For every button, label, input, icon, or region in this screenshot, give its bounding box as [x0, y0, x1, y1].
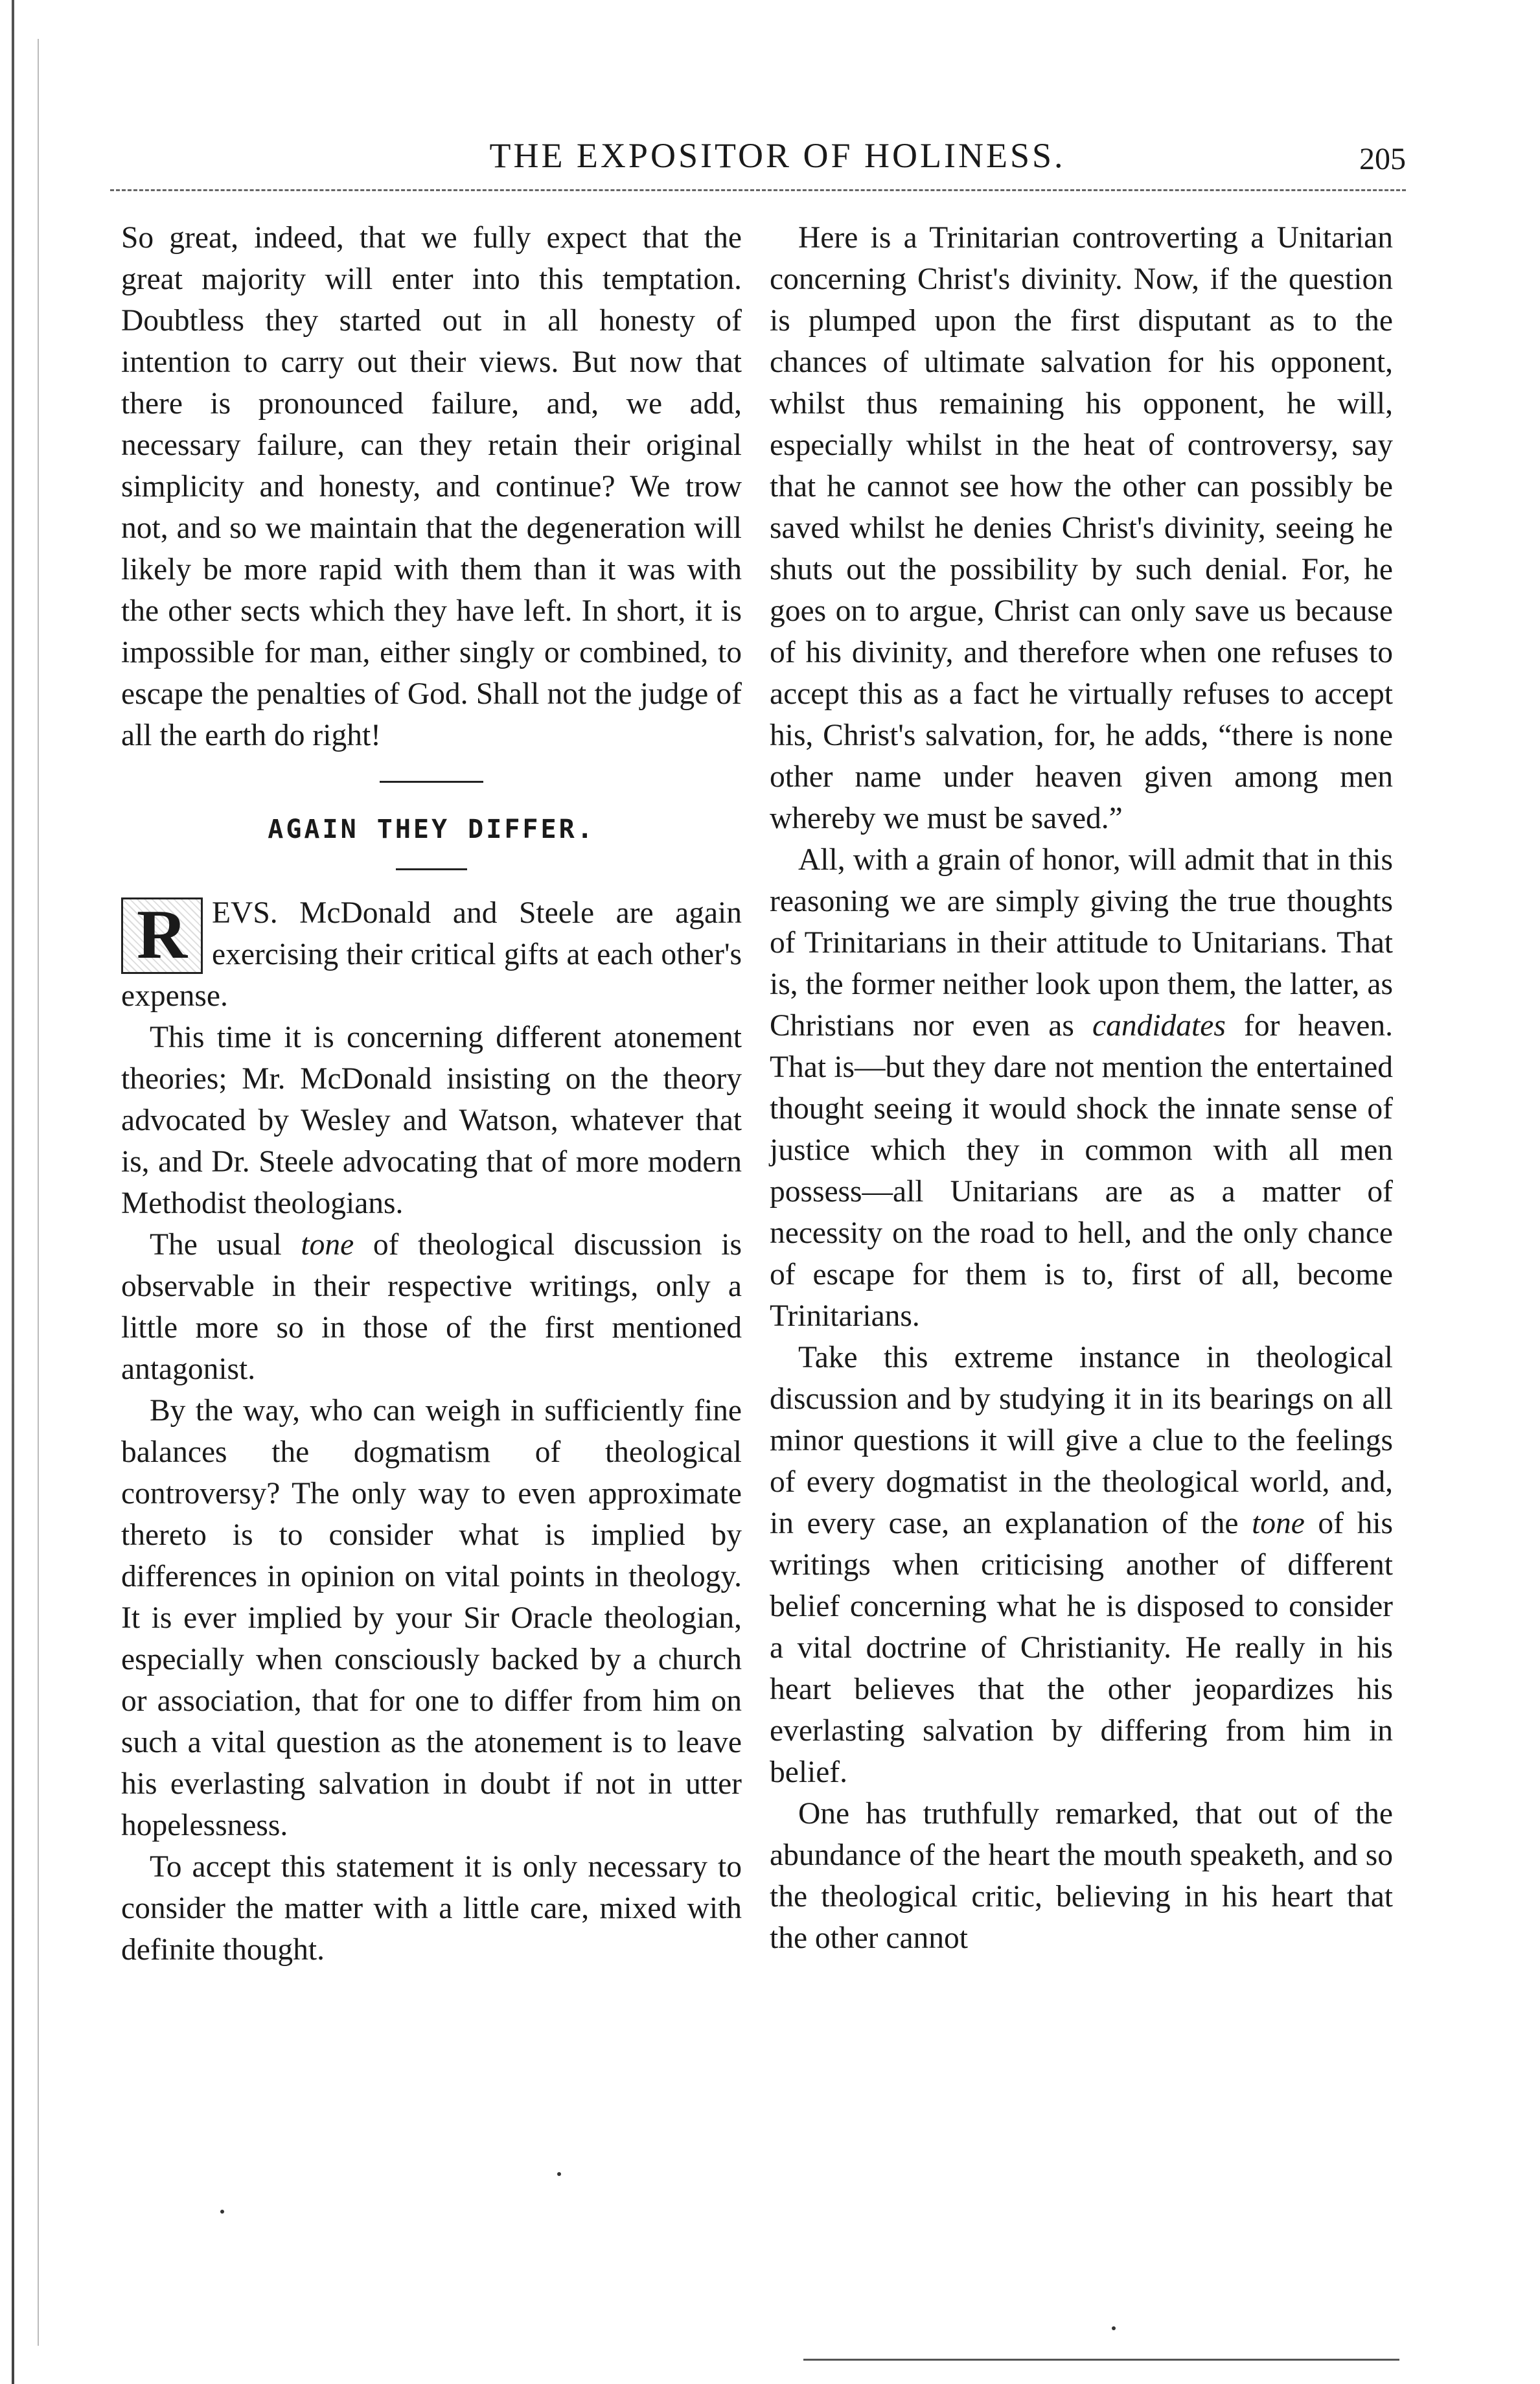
- paragraph: So great, indeed, that we fully expect that the great majority will enter into this temptation. Doubtless they started out in all honesty of intention to carry out their views. But now that there is pronounced failure, and, we add, necessary failure, can they retain their original simplicity and honesty, and continue? We trow not, and so we maintain that the degeneration will likely be more rapid with them than it was with the other sects which they have left. In short, it is impossible for man, either singly or combined, to escape the penalties of God. Shall not the judge of all the earth do right!: [121, 221, 742, 752]
- italic-word: tone: [1252, 1507, 1305, 1540]
- paragraph: One has truthfully remarked, that out of the abundance of the heart the mouth speaketh, and so the theological critic, believing in his heart that the other cannot: [770, 1797, 1393, 1955]
- footer-rule: [803, 2359, 1399, 2361]
- paragraph-text: for heaven. That is—but they dare not mention the entertained thought seeing it would shock the innate sense of justice which they in common with all men possess—all Unitarians are as a matter of necessity on the road to hell, and the only chance of escape for them is to, first of all, become Trinitarians.: [770, 1009, 1393, 1333]
- paragraph-text: Take this extreme instance in theological discussion and by studying it in its bearings on all minor questions it will give a clue to the feelings of every dogmatist in the theological world, and, in every case, an explanation of the: [770, 1341, 1393, 1540]
- paragraph: To accept this statement it is only necessary to consider the matter with a little care, mixed with definite thought.: [121, 1850, 742, 1967]
- section-separator: [380, 781, 483, 783]
- scan-binding-edge: [12, 0, 14, 2384]
- paragraph: [770, 1337, 1393, 1793]
- print-speck: [1112, 2326, 1116, 2330]
- italic-word: tone: [301, 1228, 354, 1262]
- paragraph: By the way, who can weigh in sufficiently fine balances the dogmatism of theological controversy? The only way to even approximate thereto is to consider what is implied by differences in opinion on vital points in theology. It is ever implied by your Sir Oracle theologian, especially when consciously backed by a church or association, that for one to differ from him on such a vital question as the atonement is to leave his everlasting salvation in doubt if not in utter hopelessness.: [121, 1394, 742, 1842]
- right-column: [770, 217, 1393, 1959]
- paragraph: [121, 1224, 742, 1390]
- paragraph: This time it is concerning different atonement theories; Mr. McDonald insisting on the theory advocated by Wesley and Watson, whatever that is, and Dr. Steele advocating that of more modern Methodist theologians.: [121, 1021, 742, 1220]
- paragraph-text: All, with a grain of honor, will admit that in this reasoning we are simply giving the true thoughts of Trinitarians in their attitude to Unitarians. That is, the former neither look upon them, the latter, as Christians nor even as: [770, 843, 1393, 1043]
- scan-shadow-line: [38, 39, 39, 2346]
- page-header: [117, 130, 1406, 181]
- italic-word: candidates: [1092, 1009, 1226, 1043]
- paragraph-text: EVS. McDonald and Steele are again exercising their critical gifts at each other's expense.: [121, 896, 742, 1013]
- page-number: 205: [1359, 142, 1406, 176]
- running-title: THE EXPOSITOR OF HOLINESS.: [489, 136, 1066, 175]
- paragraph: Here is a Trinitarian controverting a Unitarian concerning Christ's divinity. Now, if the question is plumped upon the first disputant as to the chances of ultimate salvation for his opponent, whilst thus remaining his opponent, he will, especially whilst in the heat of controversy, say that he cannot see how the other can possibly be saved whilst he denies Christ's divinity, seeing he shuts out the possibility by such denial. For, he goes on to argue, Christ can only save us because of his divinity, and therefore when one refuses to accept this as a fact he virtually refuses to accept his, Christ's salvation, for, he adds, “there is none other name under heaven given among men whereby we must be saved.”: [770, 221, 1393, 835]
- paragraph-text: of his writings when criticising another of different belief concerning what he is disposed to consider a vital doctrine of Christianity. He really in his heart believes that the other jeopardizes his everlasting salvation by differing from him in belief.: [770, 1507, 1394, 1789]
- drop-cap: R: [121, 897, 203, 974]
- section-title: AGAIN THEY DIFFER.: [268, 815, 595, 844]
- header-rule: [110, 189, 1406, 191]
- paragraph-dropcap: [121, 892, 742, 1017]
- title-separator: [396, 868, 467, 870]
- print-speck: [220, 2210, 224, 2214]
- left-column: [121, 217, 742, 1971]
- paragraph-text: of theological discussion is observable in their respective writings, only a little more so in those of the first mentioned antagonist.: [121, 1228, 742, 1386]
- paragraph: [770, 839, 1393, 1337]
- paragraph-text: The usual: [150, 1228, 301, 1262]
- print-speck: [557, 2172, 561, 2176]
